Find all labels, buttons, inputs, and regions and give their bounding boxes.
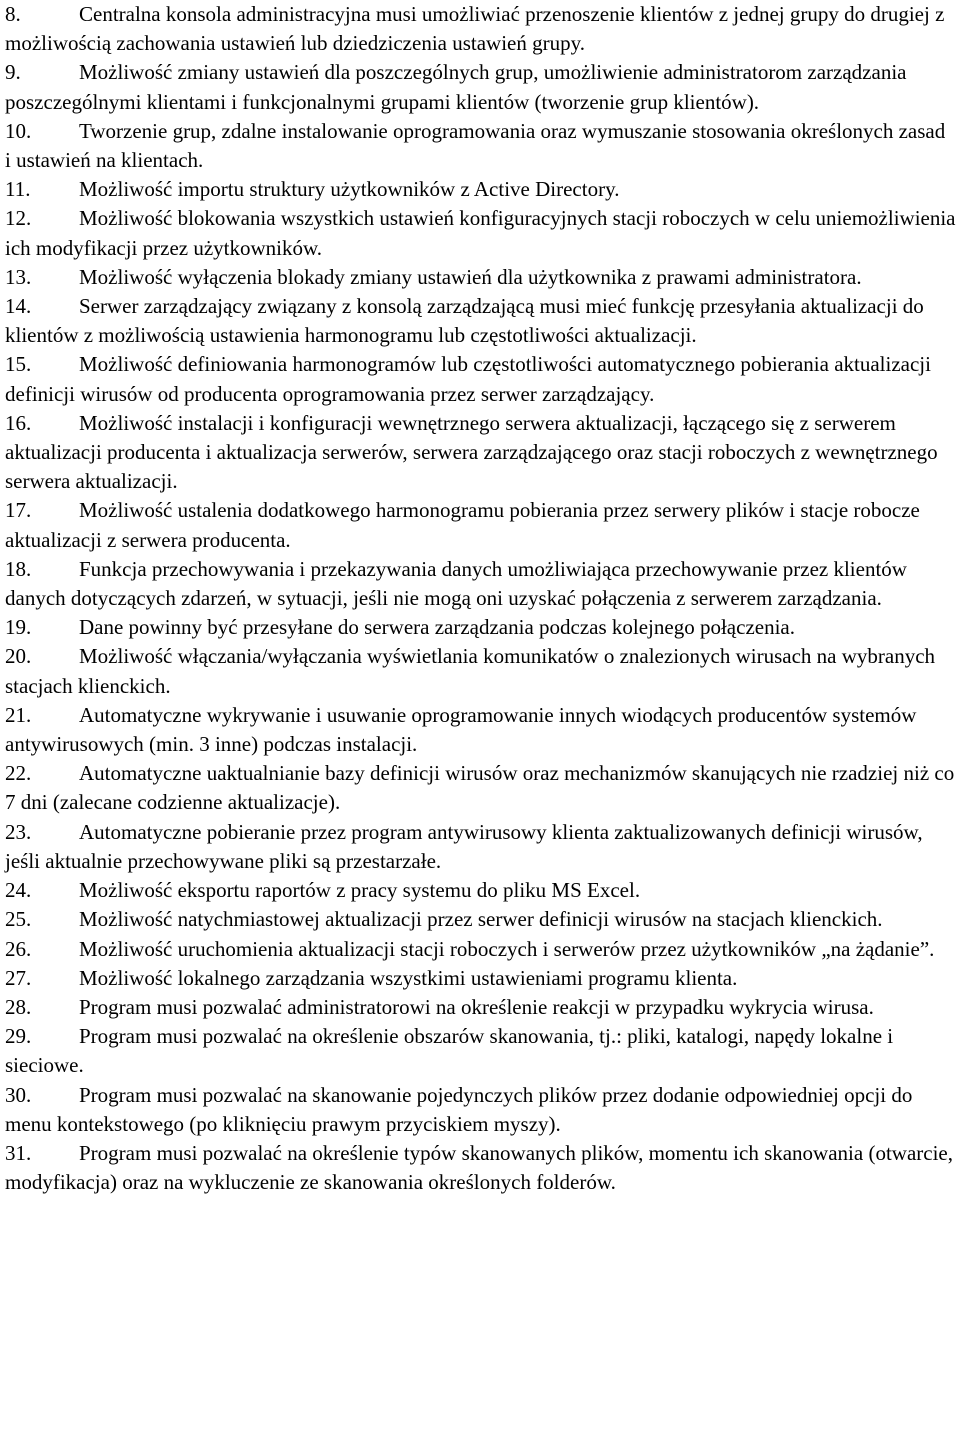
item-text: Funkcja przechowywania i przekazywania danych umożliwiająca przechowywanie przez klientów danych dotyczących zdarzeń, w sytuacji, jeśli nie mogą oni uzyskać połączenia z serwerem zarządzania. (5, 556, 907, 611)
item-number: 8. (5, 2, 21, 26)
item-text: Serwer zarządzający związany z konsolą zarządzającą musi mieć funkcję przesyłania aktualizacji do klientów z możliwością ustawienia harmonogramu lub częstotliwości aktualizacji. (5, 294, 924, 348)
list-item (5, 1139, 956, 1197)
item-text: Możliwość włączania/wyłączania wyświetlania komunikatów o znalezionych wirusach na wybranych stacjach klienckich. (5, 644, 936, 698)
item-text: Możliwość wyłączenia blokady zmiany ustawień dla użytkownika z prawami administratora. (79, 264, 862, 289)
list-item (5, 292, 956, 350)
item-text: Dane powinny być przesyłane do serwera zarządzania podczas kolejnego połączenia. (79, 615, 795, 640)
item-number: 30. (5, 1082, 32, 1107)
list-item (5, 993, 956, 1022)
item-text: Możliwość zmiany ustawień dla poszczególnych grup, umożliwienie administratorom zarządzania poszczególnymi klientami i funkcjonalnymi grupami klientów (tworzenie grup klientów). (5, 60, 907, 114)
item-number: 26. (5, 936, 32, 961)
item-number: 24. (5, 878, 32, 903)
item-number: 22. (5, 761, 32, 786)
item-number: 29. (5, 1024, 32, 1049)
list-item (5, 935, 956, 964)
list-item (5, 117, 956, 175)
item-text: Możliwość ustalenia dodatkowego harmonogramu pobierania przez serwery plików i stacje robocze aktualizacji z serwera producenta. (5, 498, 920, 552)
list-item (5, 409, 956, 497)
item-number: 10. (5, 118, 32, 143)
item-number: 9. (5, 60, 21, 85)
list-item (5, 0, 956, 58)
list-item (5, 58, 956, 116)
item-text: Możliwość instalacji i konfiguracji wewnętrznego serwera aktualizacji, łączącego się z serwerem aktualizacji producenta i aktualizacja serwerów, serwera zarządzającego oraz stacji roboczych z wewnętrznego serwera aktualizacji. (5, 410, 938, 494)
item-number: 16. (5, 410, 32, 435)
item-text: Tworzenie grup, zdalne instalowanie oprogramowania oraz wymuszanie stosowania określonych zasad i ustawień na klientach. (5, 118, 946, 173)
item-text: Możliwość lokalnego zarządzania wszystkimi ustawieniami programu klienta. (79, 965, 738, 990)
list-item (5, 555, 956, 613)
item-number: 19. (5, 615, 32, 640)
item-number: 13. (5, 264, 32, 289)
list-item (5, 642, 956, 700)
item-text: Program musi pozwalać na skanowanie pojedynczych plików przez dodanie odpowiedniej opcji do menu kontekstowego (po kliknięciu prawym przyciskiem myszy). (5, 1082, 913, 1136)
item-text: Możliwość definiowania harmonogramów lub częstotliwości automatycznego pobierania aktualizacji definicji wirusów od producenta oprogramowania przez serwer zarządzający. (5, 352, 931, 406)
list-item (5, 263, 956, 292)
item-number: 11. (5, 177, 31, 202)
list-item (5, 613, 956, 642)
item-number: 15. (5, 352, 32, 377)
item-number: 25. (5, 907, 32, 932)
item-number: 27. (5, 965, 32, 990)
list-item (5, 759, 956, 817)
list-item (5, 175, 956, 204)
item-text: Automatyczne pobieranie przez program antywirusowy klienta zaktualizowanych definicji wirusów, jeśli aktualnie przechowywane pliki są przestarzałe. (5, 819, 923, 873)
list-item (5, 876, 956, 905)
list-item (5, 1081, 956, 1139)
item-text: Możliwość eksportu raportów z pracy systemu do pliku MS Excel. (79, 878, 641, 903)
item-text: Możliwość importu struktury użytkowników z Active Directory. (79, 177, 620, 202)
item-text: Możliwość natychmiastowej aktualizacji przez serwer definicji wirusów na stacjach klienckich. (79, 907, 883, 932)
list-item (5, 204, 956, 262)
item-text: Program musi pozwalać administratorowi na określenie reakcji w przypadku wykrycia wirusa. (79, 994, 874, 1019)
item-text: Automatyczne uaktualnianie bazy definicji wirusów oraz mechanizmów skanujących nie rzadziej niż co 7 dni (zalecane codzienne aktualizacje). (5, 761, 955, 815)
item-text: Centralna konsola administracyjna musi umożliwiać przenoszenie klientów z jednej grupy do drugiej z możliwością zachowania ustawień lub dziedziczenia ustawień grupy. (5, 2, 945, 56)
list-item (5, 964, 956, 993)
item-text: Automatyczne wykrywanie i usuwanie oprogramowanie innych wiodących producentów systemów antywirusowych (min. 3 inne) podczas instalacji. (5, 702, 917, 757)
item-number: 31. (5, 1140, 32, 1165)
item-number: 12. (5, 206, 32, 231)
list-item (5, 1022, 956, 1080)
list-item (5, 701, 956, 759)
item-text: Program musi pozwalać na określenie typów skanowanych plików, momentu ich skanowania (otwarcie, modyfikacja) oraz na wykluczenie ze skanowania określonych folderów. (5, 1140, 953, 1195)
item-number: 14. (5, 294, 32, 319)
list-item (5, 350, 956, 408)
item-number: 23. (5, 819, 32, 844)
item-number: 21. (5, 702, 32, 727)
item-text: Możliwość uruchomienia aktualizacji stacji roboczych i serwerów przez użytkowników „na żądanie”. (79, 936, 935, 961)
item-number: 18. (5, 556, 32, 581)
list-item (5, 496, 956, 554)
item-text: Program musi pozwalać na określenie obszarów skanowania, tj.: pliki, katalogi, napędy lokalne i sieciowe. (5, 1024, 894, 1078)
item-text: Możliwość blokowania wszystkich ustawień konfiguracyjnych stacji roboczych w celu uniemożliwienia ich modyfikacji przez użytkowników. (5, 206, 956, 260)
item-number: 20. (5, 644, 32, 669)
list-item (5, 905, 956, 934)
requirements-list (5, 0, 956, 1197)
item-number: 28. (5, 994, 32, 1019)
list-item (5, 818, 956, 876)
item-number: 17. (5, 498, 32, 523)
